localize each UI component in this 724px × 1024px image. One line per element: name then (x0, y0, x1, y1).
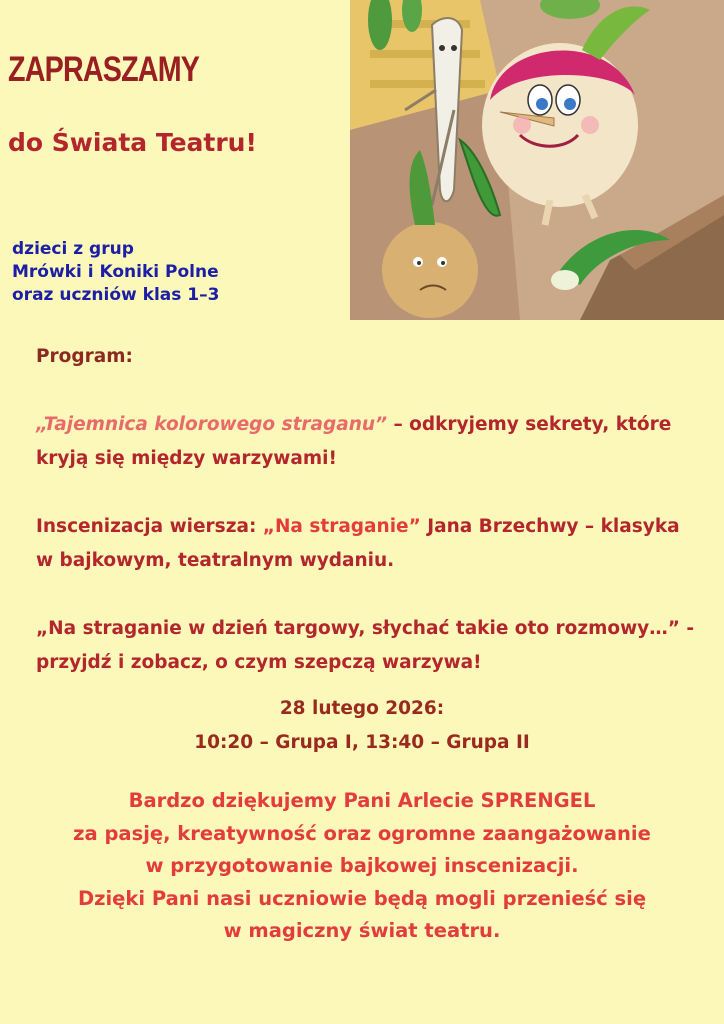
spacer (36, 476, 696, 510)
thanks-line: w przygotowanie bajkowej inscenizacji. (145, 854, 579, 877)
audience-line: dzieci z grup (12, 239, 134, 259)
thanks-line: Bardzo dziękujemy Pani Arlecie SPRENGEL (128, 789, 596, 812)
spacer (36, 374, 696, 408)
program-item-2-prefix: Inscenizacja wiersza: (36, 516, 263, 537)
program-item-2-title: „Na straganie” (262, 516, 421, 537)
thanks-line: w magiczny świat teatru. (223, 919, 501, 942)
program-item-2 (36, 510, 696, 578)
thanks-block (0, 785, 724, 948)
thanks-line: Dzięki Pani nasi uczniowie będą mogli przenieść się (77, 886, 647, 910)
schedule-date: 28 lutego 2026: (279, 698, 445, 719)
program-item-1-title: „Tajemnica kolorowego straganu” (36, 414, 388, 435)
poster-subtitle: do Świata Teatru! (8, 128, 257, 157)
audience-line: Mrówki i Koniki Polne (12, 262, 219, 282)
program-item-1-text: – odkryjemy sekrety, które kryją się między warzywami! (36, 414, 672, 469)
poster-title: ZAPRASZAMY (8, 50, 200, 89)
program-item-1 (36, 408, 696, 476)
vegetables-illustration (350, 0, 724, 320)
schedule-block (0, 692, 724, 760)
program-item-2-text: Jana Brzechwy – klasyka w bajkowym, teatralnym wydaniu. (36, 516, 680, 571)
audience-block (12, 238, 219, 307)
audience-line: oraz uczniów klas 1–3 (12, 285, 220, 305)
thanks-line: za pasję, kreatywność oraz ogromne zaangażowanie (73, 821, 651, 845)
program-content (36, 340, 696, 680)
spacer (36, 578, 696, 612)
program-item-3: „Na straganie w dzień targowy, słychać takie oto rozmowy…” - przyjdź i zobacz, o czym szepczą warzywa! (36, 618, 695, 673)
schedule-times: 10:20 – Grupa I, 13:40 – Grupa II (194, 732, 530, 753)
program-label: Program: (36, 346, 133, 367)
